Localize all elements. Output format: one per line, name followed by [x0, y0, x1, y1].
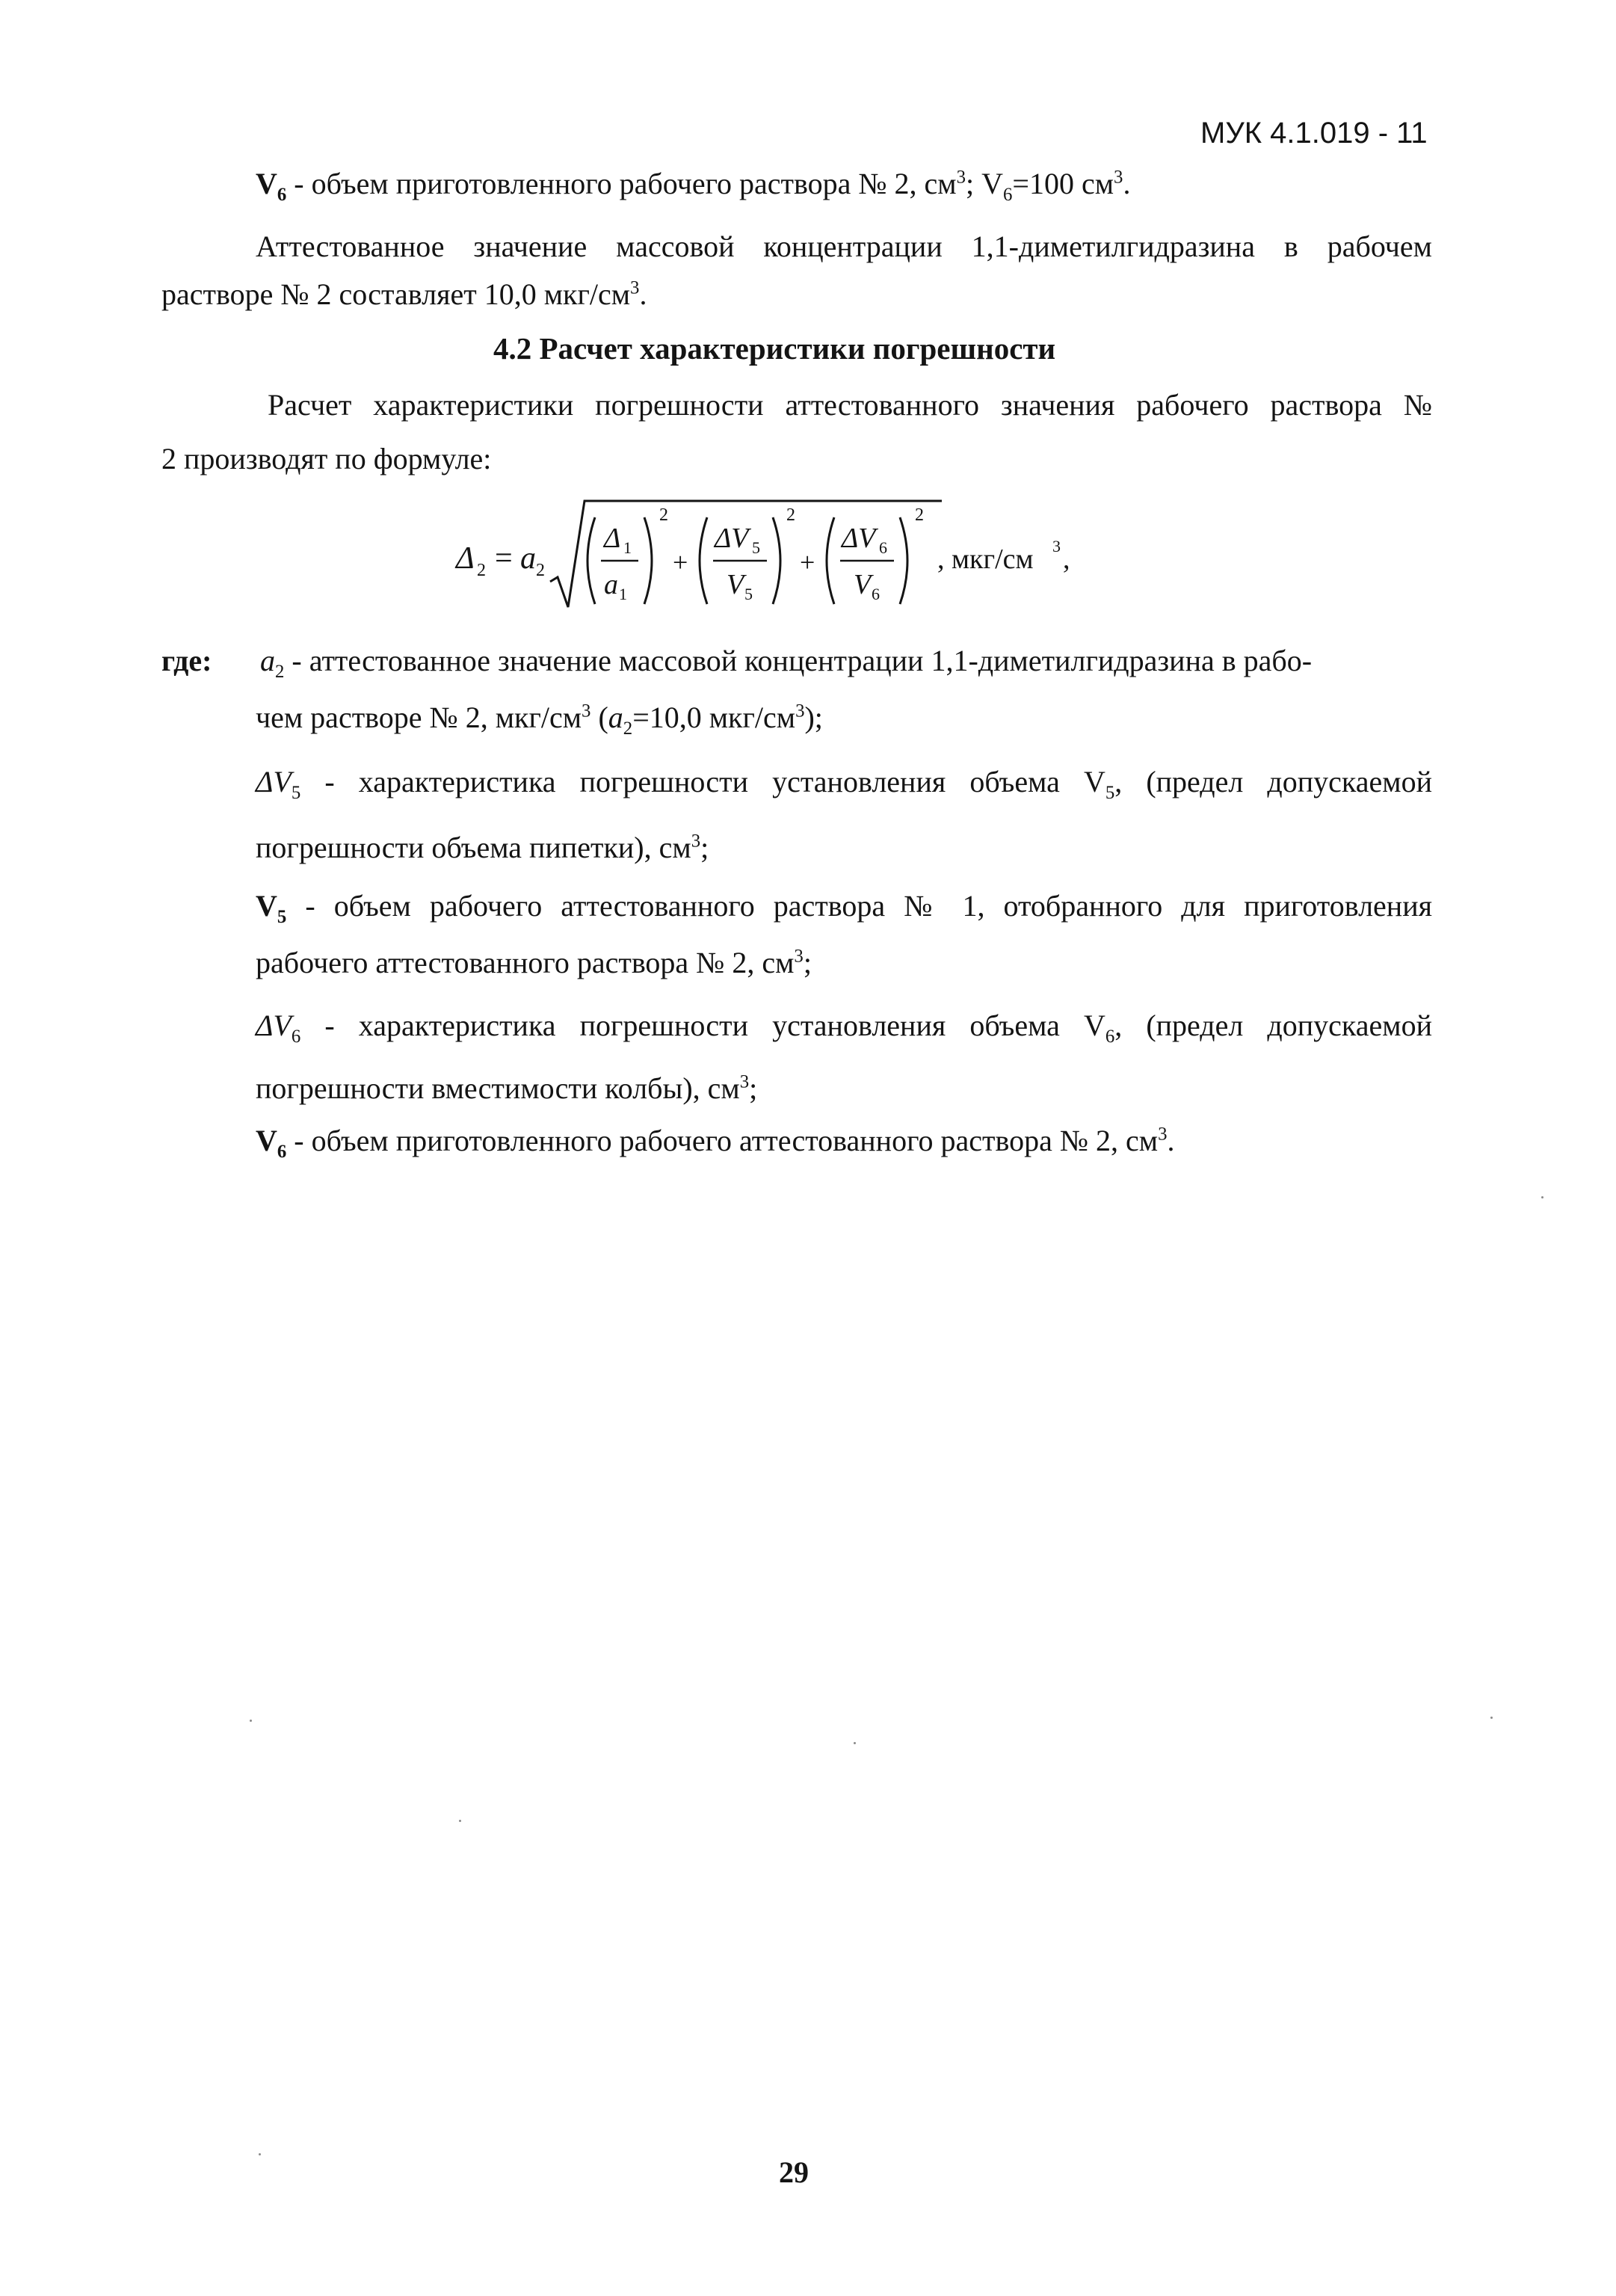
- where-label: где:: [161, 644, 212, 677]
- dv6-definition-line-1: $\Delta V_6$ - характеристика погрешности установления объема $V_6$, (предел допускаемой: [256, 1009, 1432, 1047]
- attested-value-line-1: Аттестованное значение массовой концентрации 1,1-диметилгидразина в рабочем: [256, 230, 1432, 263]
- term1-numerator-sub: 1: [623, 538, 632, 557]
- scan-speck: [1541, 1196, 1543, 1198]
- term1-denominator-sub: 1: [619, 585, 627, 603]
- plus-1: +: [673, 547, 688, 577]
- term3-denominator: V: [854, 569, 872, 600]
- term2-power: 2: [786, 505, 795, 525]
- term1-left-paren: [588, 517, 595, 604]
- formula-unit-sup: 3: [1052, 537, 1061, 555]
- v5-definition-line-1: $V_5$ - объем рабочего аттестованного раствора № 1, отобранного для приготовления: [256, 889, 1432, 927]
- dv5-definition-line-2: погрешности объема пипетки), $см^3$;: [256, 831, 709, 864]
- term1-right-paren: [644, 517, 652, 604]
- term3-numerator: ΔV: [842, 523, 876, 554]
- uncertainty-formula: [448, 486, 1196, 617]
- formula-equals: =: [495, 541, 513, 576]
- term3-numerator-sub: 6: [879, 538, 887, 557]
- term3-right-paren: [900, 517, 907, 604]
- plus-2: +: [800, 547, 815, 577]
- formula-lhs-sub: 2: [477, 561, 486, 580]
- a2-definition-line-1: $a_2$ - аттестованное значение массовой концентрации 1,1-диметилгидразина в рабо-: [260, 644, 1313, 682]
- term1-power: 2: [659, 505, 668, 525]
- term2-left-paren: [700, 517, 707, 604]
- formula-unit-tail: ,: [1063, 544, 1070, 575]
- formula-unit: , мкг/см: [937, 544, 1034, 575]
- document-code: МУК 4.1.019 - 11: [1200, 117, 1428, 150]
- term3-power: 2: [915, 505, 924, 525]
- scan-speck: [259, 2153, 261, 2155]
- formula-coef: a: [520, 541, 536, 576]
- calc-paragraph-line-2: 2 производят по формуле:: [161, 442, 492, 475]
- v5-definition-line-2: рабочего аттестованного раствора № 2, $см^3$;: [256, 946, 812, 979]
- scan-speck: [250, 1720, 252, 1722]
- a2-definition-line-2: чем растворе № 2, мкг/$см^3$ ($a_2=10,0$ мкг/$см^3$);: [256, 701, 823, 739]
- term1-denominator: a: [604, 569, 618, 600]
- term3-left-paren: [827, 517, 834, 604]
- scan-speck: [854, 1742, 856, 1744]
- section-heading: 4.2 Расчет характеристики погрешности: [493, 331, 1056, 366]
- calc-paragraph-line-1: Расчет характеристики погрешности аттестованного значения рабочего раствора №: [268, 388, 1432, 422]
- dv5-definition-line-1: $\Delta V_5$ - характеристика погрешности установления объема $V_5$, (предел допускаемой: [256, 765, 1432, 803]
- term3-denominator-sub: 6: [872, 585, 880, 603]
- formula-coef-sub: 2: [536, 561, 545, 580]
- term2-denominator: V: [727, 569, 744, 600]
- dv6-definition-line-2: погрешности вместимости колбы), $см^3$;: [256, 1071, 758, 1105]
- term2-numerator: ΔV: [715, 523, 749, 554]
- term2-denominator-sub: 5: [744, 585, 753, 603]
- formula-svg: [448, 486, 1196, 617]
- formula-lhs-delta: Δ: [456, 541, 475, 576]
- term2-numerator-sub: 5: [752, 538, 760, 557]
- page-number: 29: [779, 2155, 809, 2189]
- term1-numerator: Δ: [604, 523, 621, 554]
- scan-speck: [1490, 1717, 1493, 1719]
- attested-value-line-2: растворе № 2 составляет 10,0 мкг/$см^3$.: [161, 277, 647, 311]
- scan-speck: [459, 1820, 461, 1822]
- v6-definition-line: $V_6$ - объем приготовленного рабочего аттестованного раствора № 2, $см^3$.: [256, 1124, 1175, 1162]
- v6-definition-line: $V_6$ - объем приготовленного рабочего раствора № 2, $см^3$; $V_6=100$ $см^3$.: [256, 167, 1131, 205]
- term2-right-paren: [773, 517, 780, 604]
